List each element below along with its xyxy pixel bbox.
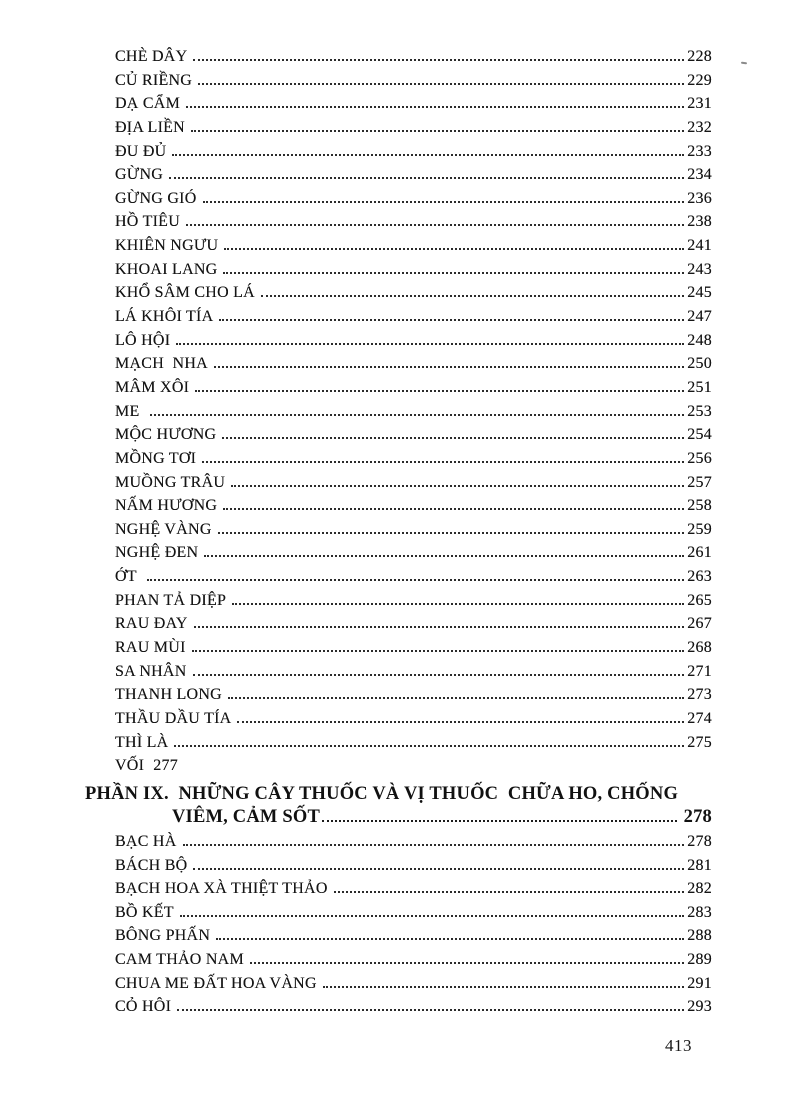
toc-entry-title: MỒNG TƠI	[115, 449, 197, 467]
toc-entry	[115, 521, 712, 545]
dot-leader	[176, 343, 684, 345]
toc-entry-page: 229	[687, 71, 712, 89]
toc-entry-title: HỒ TIÊU	[115, 213, 180, 231]
dot-leader	[222, 437, 684, 439]
toc-entry	[115, 857, 712, 881]
dot-leader	[193, 674, 685, 676]
dot-leader	[219, 319, 684, 321]
toc-entry-title: ĐU ĐỦ	[115, 142, 167, 160]
dot-leader	[191, 130, 684, 132]
toc-entry-title: GỪNG GIÓ	[115, 189, 197, 207]
section-heading	[85, 781, 712, 833]
toc-entry	[115, 72, 712, 96]
toc-entry-page: 234	[687, 166, 712, 184]
toc-entry-title: MẠCH NHA	[115, 355, 208, 373]
toc-entry-page: 268	[687, 639, 712, 657]
toc-entry-title: BỒ KẾT	[115, 903, 174, 921]
toc-entry-title: RAU ĐAY	[115, 615, 188, 633]
toc-entry	[115, 284, 712, 308]
toc-entry	[115, 951, 712, 975]
toc-entry	[115, 710, 712, 734]
toc-entry-page: 259	[687, 520, 712, 538]
dot-leader	[198, 83, 684, 85]
toc-entry	[115, 261, 712, 285]
toc-entry	[115, 213, 712, 237]
table-of-contents	[85, 48, 712, 1022]
toc-entry-title: NẤM HƯƠNG	[115, 497, 218, 515]
dot-leader	[186, 106, 684, 108]
toc-entry	[115, 426, 712, 450]
toc-entry	[115, 143, 712, 167]
toc-entry	[115, 237, 712, 261]
toc-entry-title: THẦU DẦU TÍA	[115, 709, 232, 727]
toc-entry	[115, 757, 712, 781]
toc-entry	[115, 880, 712, 904]
toc-entry-title: PHAN TẢ DIỆP	[115, 591, 227, 609]
dot-leader	[195, 390, 684, 392]
toc-entry	[115, 544, 712, 568]
toc-entry	[115, 639, 712, 663]
toc-entry-title: BÁCH BỘ	[115, 856, 188, 874]
toc-entry-title: KHỔ SÂM CHO LÁ	[115, 284, 255, 302]
dot-leader	[261, 295, 684, 297]
toc-entry	[115, 48, 712, 72]
dot-leader	[203, 201, 685, 203]
toc-entry-title: DẠ CẨM	[115, 95, 181, 113]
dot-leader	[250, 962, 684, 964]
toc-entry	[115, 686, 712, 710]
toc-entry	[115, 904, 712, 928]
section-heading-line1: PHẦN IX. NHỮNG CÂY THUỐC VÀ VỊ THUỐC CHỮA HO, CHỐNG	[85, 783, 679, 804]
toc-entry-page: 291	[687, 974, 712, 992]
toc-entry	[115, 927, 712, 951]
toc-entry-page: 241	[687, 237, 712, 255]
toc-entry-title: GỪNG	[115, 166, 164, 184]
dot-leader	[183, 844, 685, 846]
dot-leader	[169, 177, 684, 179]
toc-entry-title: ME	[115, 402, 144, 420]
toc-entry-title: NGHỆ VÀNG	[115, 520, 212, 538]
toc-entry	[115, 998, 712, 1022]
toc-entry-title: CỎ HÔI	[115, 998, 172, 1016]
toc-entry-title: KHOAI LANG	[115, 260, 218, 278]
dot-leader	[177, 1009, 684, 1011]
toc-entry-page: 228	[687, 48, 712, 65]
toc-entry	[115, 355, 712, 379]
dot-leader	[193, 868, 684, 870]
dot-leader	[218, 532, 685, 534]
toc-entry	[115, 332, 712, 356]
toc-entry	[115, 403, 712, 427]
toc-entry	[115, 497, 712, 521]
toc-entry-page: 289	[687, 951, 712, 969]
toc-entry-page: 232	[687, 118, 712, 136]
toc-entry-title: SA NHÂN	[115, 662, 187, 680]
toc-entry-title: ỚT	[115, 568, 141, 586]
toc-entry-page: 261	[687, 544, 712, 562]
toc-entry	[115, 379, 712, 403]
toc-entry-page: 236	[687, 189, 712, 207]
dot-leader	[204, 555, 684, 557]
dot-leader	[186, 224, 684, 226]
dot-leader	[224, 248, 684, 250]
toc-entry	[115, 166, 712, 190]
toc-entries-group-2	[115, 833, 712, 1022]
toc-entry-title: BẠCH HOA XÀ THIỆT THẢO	[115, 880, 328, 898]
dot-leader	[334, 891, 685, 893]
toc-entry-page: 253	[687, 402, 712, 420]
dot-leader	[180, 915, 684, 917]
toc-entry	[115, 190, 712, 214]
toc-entry-page: 238	[687, 213, 712, 231]
toc-entry-title: CAM THẢO NAM	[115, 951, 244, 969]
toc-entry-page: 271	[687, 662, 712, 680]
toc-entry-page: 258	[687, 497, 712, 515]
toc-entry-title: THÌ LÀ	[115, 733, 169, 751]
toc-entry	[115, 119, 712, 143]
toc-entry-page: 274	[687, 709, 712, 727]
dot-leader	[323, 986, 684, 988]
toc-entry	[115, 568, 712, 592]
dot-leader	[237, 721, 684, 723]
scan-artifact	[741, 62, 747, 65]
toc-entry-title: ĐỊA LIỀN	[115, 118, 185, 136]
toc-entry-title: KHIÊN NGƯU	[115, 237, 219, 255]
page-number: 413	[665, 1036, 692, 1055]
toc-entry-page: 275	[687, 733, 712, 751]
dot-leader	[194, 626, 685, 628]
toc-entry-title: CHUA ME ĐẤT HOA VÀNG	[115, 974, 317, 992]
toc-entry-page: 283	[687, 903, 712, 921]
toc-entry-title: MUỒNG TRÂU	[115, 473, 226, 491]
toc-entry-page: 278	[687, 832, 712, 850]
toc-entry	[115, 833, 712, 857]
dot-leader	[231, 485, 684, 487]
toc-entry-page: 251	[687, 378, 712, 396]
dot-leader	[174, 745, 684, 747]
toc-entry-title: CHÈ DÂY	[115, 48, 188, 65]
toc-entry-page: 254	[687, 426, 712, 444]
toc-entry-page: 231	[687, 95, 712, 113]
toc-entry	[115, 663, 712, 687]
section-heading-line2: VIÊM, CẢM SỐT	[172, 806, 321, 827]
toc-entry-title: LÁ KHÔI TÍA	[115, 308, 214, 326]
dot-leader	[322, 820, 677, 822]
dot-leader	[147, 579, 684, 581]
toc-entry-title: LÔ HỘI	[115, 331, 171, 349]
toc-entry-page: 288	[687, 927, 712, 945]
toc-entry	[115, 95, 712, 119]
toc-entry-page: 293	[687, 998, 712, 1016]
toc-entry-title: BÔNG PHẤN	[115, 927, 211, 945]
toc-entry-page: 247	[687, 308, 712, 326]
dot-leader	[202, 461, 684, 463]
toc-entry-title: THANH LONG	[115, 686, 222, 704]
toc-entry	[115, 734, 712, 758]
toc-entry-page: 257	[687, 473, 712, 491]
toc-entry-title: MỘC HƯƠNG	[115, 426, 217, 444]
toc-entry-title: VỐI	[115, 757, 145, 775]
toc-entry-page: 267	[687, 615, 712, 633]
section-heading-page: 278	[683, 806, 712, 827]
toc-entry-page: 273	[687, 686, 712, 704]
toc-entry-page: 243	[687, 260, 712, 278]
toc-entry	[115, 450, 712, 474]
toc-entry-title: NGHỆ ĐEN	[115, 544, 199, 562]
dot-leader	[214, 366, 684, 368]
dot-leader	[223, 508, 684, 510]
dot-leader	[228, 697, 684, 699]
dot-leader	[216, 938, 684, 940]
toc-entry	[115, 308, 712, 332]
toc-entry-title: RAU MÙI	[115, 639, 186, 657]
toc-entry-page: 250	[687, 355, 712, 373]
toc-entry	[115, 474, 712, 498]
toc-entry-page: 282	[687, 880, 712, 898]
toc-entry-page: 281	[687, 856, 712, 874]
section-heading-line2-row	[172, 807, 712, 833]
toc-entry-title: BẠC HÀ	[115, 832, 177, 850]
toc-entry	[115, 975, 712, 999]
toc-entry-page: 263	[687, 568, 712, 586]
dot-leader	[192, 650, 685, 652]
toc-entries-group-1	[115, 48, 712, 781]
toc-entry-page: 265	[687, 591, 712, 609]
dot-leader	[223, 272, 684, 274]
toc-entry-title: CỦ RIỀNG	[115, 71, 193, 89]
toc-entry-page: 233	[687, 142, 712, 160]
toc-entry-title: MÂM XÔI	[115, 378, 190, 396]
dot-leader	[172, 154, 684, 156]
dot-leader	[232, 603, 684, 605]
toc-entry	[115, 592, 712, 616]
toc-entry-page: 245	[687, 284, 712, 302]
toc-entry-page: 256	[687, 449, 712, 467]
dot-leader	[193, 59, 684, 61]
toc-entry-page: 277	[153, 757, 178, 775]
dot-leader	[150, 414, 685, 416]
toc-entry-page: 248	[687, 331, 712, 349]
toc-entry	[115, 615, 712, 639]
